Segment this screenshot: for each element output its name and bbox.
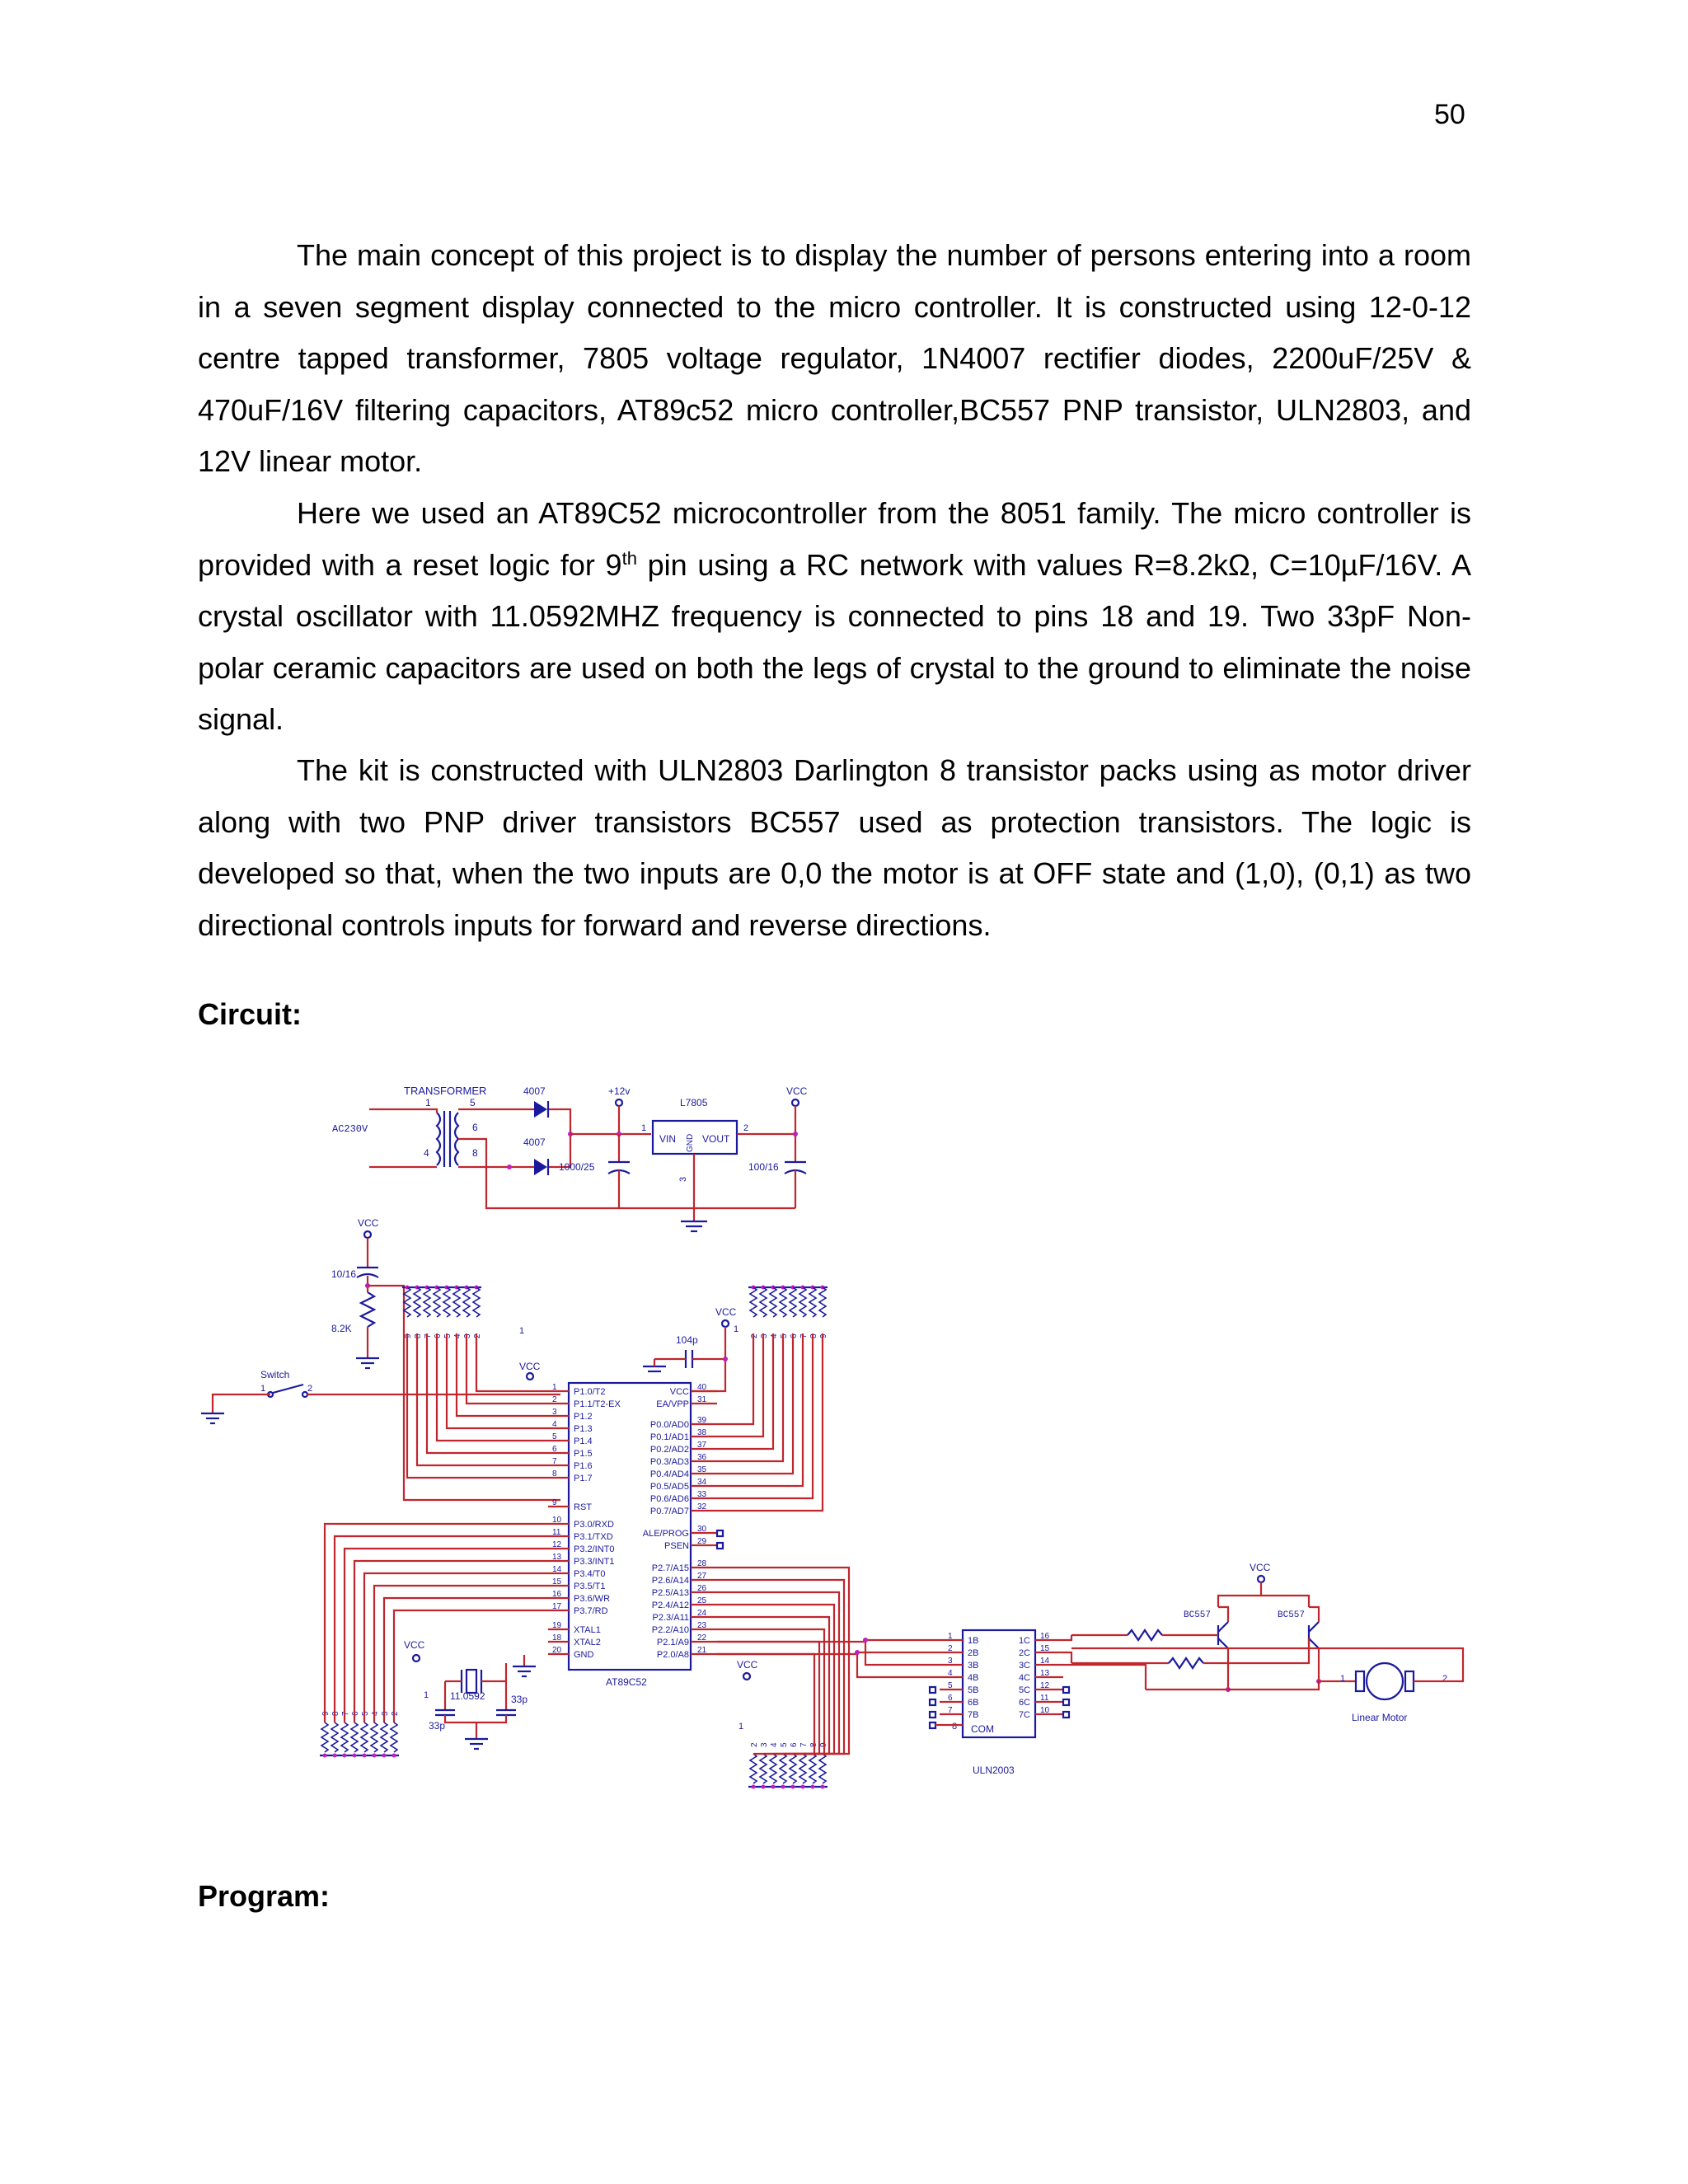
transformer-pin-6: 6 [472,1122,478,1133]
pack-p1-vcc: VCC [519,1361,541,1372]
mcu-pin-num-3: 3 [552,1408,557,1417]
q-vcc-label: VCC [1250,1562,1271,1573]
mcu-pin-label-20: GND [574,1650,594,1660]
resistor-pack-p1-num-9: 9 [404,1333,413,1338]
uln-in-label-4B: 4B [968,1673,979,1683]
uln-out-num-11: 11 [1040,1694,1049,1703]
vin-label: VIN [659,1133,677,1145]
mcu-pin-label-26: P2.5/A13 [651,1588,689,1598]
motor-label: Linear Motor [1352,1712,1408,1723]
mcu-pin-label-30: ALE/PROG [642,1529,689,1539]
uln-in-label-1B: 1B [968,1636,979,1646]
uln-in-label-3B: 3B [968,1661,979,1671]
mcu-pin-label-21: P2.0/A8 [656,1650,689,1660]
resistor-pack-p0-num-5: 5 [780,1333,789,1338]
mcu-pin-num-20: 20 [552,1646,562,1655]
mcu-pin-label-37: P0.2/AD2 [649,1445,689,1455]
mcu-pin-num-21: 21 [697,1646,707,1655]
primary-coil [437,1113,440,1165]
resistor-pack-p3-num-9: 9 [321,1711,331,1716]
mcu-pin-label-6: P1.5 [574,1449,593,1459]
resistor-pack-p2-num-2: 2 [750,1742,759,1747]
resistor-pack-p0-num-3: 3 [760,1333,769,1338]
uln-out-num-16: 16 [1040,1632,1050,1641]
mcu-pin-label-35: P0.4/AD4 [649,1469,689,1479]
mcu-pin-num-23: 23 [697,1621,707,1630]
resistor-pack-p0-num-4: 4 [770,1333,779,1338]
switch-pin-2: 2 [307,1384,313,1394]
mcu-pin-label-28: P2.7/A15 [651,1563,689,1573]
uln-out-num-12: 12 [1040,1681,1050,1690]
uln-in-label-5B: 5B [968,1685,979,1695]
mcu-pin-label-32: P0.7/AD7 [649,1507,689,1516]
uln-in-num-7: 7 [948,1706,953,1715]
resistor-pack-p2-num-9: 9 [819,1742,828,1747]
resistor-pack-p3-num-8: 8 [331,1711,340,1716]
paragraph-2-text-b: pin using a RC network with values R=8.2kΩ, C=10µF/16V. A crystal oscillator with 11.0592MHZ frequency is connected to pins 18 and 19. Two 33pF Non-polar ceramic capacitors are used on both the legs of crystal to the ground to eliminate the noise signal. [198,547,1471,736]
regulator-label: L7805 [680,1097,708,1108]
paragraph-2-text-a: Here we used an AT89C52 microcontroller from the 8051 family. The micro controller is provided with a reset logic for 9 [198,496,1471,582]
pack-p2-vcc: VCC [737,1659,758,1671]
circuit-schematic [0,1071,1688,1813]
resistor-pack-p0-num-2: 2 [750,1333,759,1338]
mcu-pin-label-7: P1.6 [574,1461,593,1471]
resistor-pack-p3-num-6: 6 [351,1711,360,1716]
uln-in-label-7B: 7B [968,1710,979,1720]
mcu-pin-label-34: P0.5/AD5 [649,1482,689,1492]
mcu-pin-label-16: P3.6/WR [574,1594,611,1604]
mcu-pin-num-11: 11 [552,1528,561,1537]
mcu-pin-num-40: 40 [697,1383,707,1392]
transformer-pin-1: 1 [425,1097,431,1108]
power-supply [332,1085,808,1231]
mcu-pin-num-16: 16 [552,1590,562,1599]
resistor-pack-p2-num-5: 5 [780,1742,789,1747]
circuit-heading: Circuit: [198,997,302,1031]
uln-out-label-2C: 2C [1018,1648,1030,1658]
diode-1 [534,1101,547,1118]
vcc-pin-label: 1 [734,1324,739,1334]
mcu-pin-num-6: 6 [552,1445,557,1454]
mcu-pin-label-31: EA/VPP [656,1399,689,1409]
mcu-pin-label-27: P2.6/A14 [651,1576,689,1586]
uln-in-num-6: 6 [948,1694,953,1703]
uln-out-num-14: 14 [1040,1657,1050,1666]
mcu-pin-label-14: P3.4/T0 [574,1569,606,1579]
mcu-pin-label-25: P2.4/A12 [651,1601,689,1610]
mcu-pin-num-2: 2 [552,1395,557,1404]
mcu-pin-num-1: 1 [552,1383,557,1392]
mcu-label: AT89C52 [606,1676,647,1688]
mcu-pin-num-32: 32 [697,1502,707,1511]
mcu-pin-label-33: P0.6/AD6 [649,1494,689,1504]
paragraph-3-text: The kit is constructed with ULN2803 Darlington 8 transistor packs using as motor driver along with two PNP driver transistors BC557 used as protection transistors. The logic is developed so that, when the two inputs are 0,0 the motor is at OFF state and (1,0), (0,1) as two directional controls inputs for forward and reverse directions. [198,753,1471,942]
mcu-pin-label-2: P1.1/T2-EX [574,1399,621,1409]
mcu-pin-num-8: 8 [552,1469,557,1479]
xtal-vcc-label: VCC [404,1639,425,1651]
uln-in-label-2B: 2B [968,1648,979,1658]
uln-out-label-3C: 3C [1018,1661,1030,1671]
uln-out-label-4C: 4C [1018,1673,1030,1683]
cap-1000-label: 1000/25 [559,1161,595,1173]
resistor-pack-p1 [402,1286,482,1339]
transformer-label: TRANSFORMER [404,1085,487,1097]
resistor-pack-p1-num-8: 8 [414,1333,423,1338]
mcu-pin-label-24: P2.3/A11 [652,1613,689,1623]
mcu-pin-num-24: 24 [697,1609,707,1618]
mcu-pin-num-29: 29 [697,1537,707,1546]
mcu-pin-num-26: 26 [697,1584,707,1593]
mcu-pin-label-22: P2.1/A9 [656,1638,689,1647]
pack-p2-common: 1 [738,1722,744,1732]
mcu-pin-num-7: 7 [552,1457,557,1466]
uln-in-num-4: 4 [948,1669,953,1678]
resistor-pack-p2-num-6: 6 [790,1742,799,1747]
mcu-pin-num-14: 14 [552,1565,562,1574]
mcu-pin-num-37: 37 [697,1441,707,1450]
superscript-th: th [621,547,637,569]
mcu-pin-num-38: 38 [697,1428,707,1437]
crystal-label: 11.0592 [450,1690,485,1702]
xtal-common-label: 1 [424,1690,429,1700]
resistor-pack-p3 [320,1711,400,1758]
uln-body [963,1630,1035,1737]
paragraph-2 [198,488,1471,746]
mcu-pin-num-17: 17 [552,1602,562,1611]
uln-out-num-10: 10 [1040,1706,1050,1715]
resistor-pack-p0-num-7: 7 [799,1333,809,1338]
mcu-pin-num-34: 34 [697,1478,707,1487]
resistor-pack-p1-num-2: 2 [473,1333,482,1338]
vout-label: VOUT [702,1133,730,1145]
mcu-pin-num-25: 25 [697,1596,707,1605]
paragraph-1 [198,230,1471,488]
mcu-pin-num-22: 22 [697,1633,707,1643]
mcu-pin-num-36: 36 [697,1453,707,1462]
mcu-pin-label-39: P0.0/AD0 [649,1420,689,1430]
uln-out-num-15: 15 [1040,1644,1050,1653]
resistor-pack-p1-num-6: 6 [434,1333,443,1338]
uln-in-num-3: 3 [948,1657,953,1666]
mcu-pin-num-35: 35 [697,1465,707,1474]
cap-33p-1-label: 33p [429,1720,446,1732]
mcu-pin-num-30: 30 [697,1525,707,1534]
mcu-pin-num-33: 33 [697,1490,707,1499]
mcu [404,1306,738,1749]
paragraph-1-text: The main concept of this project is to display the number of persons entering into a room in a seven segment display connected to the micro controller. It is constructed using 12-0-12 centre tapped transformer, 7805 voltage regulator, 1N4007 rectifier diodes, 2200uF/25V & 470uF/16V filtering capacitors, AT89c52 micro controller,BC557 PNP transistor, ULN2803, and 12V linear motor. [198,238,1471,478]
resistor-pack-p0-num-8: 8 [809,1333,818,1338]
cap-33p-2-label: 33p [511,1694,528,1705]
plus12v-label: +12v [608,1085,631,1097]
resistor-pack-p1-num-3: 3 [463,1333,472,1338]
cap-104p-label: 104p [676,1334,698,1346]
mcu-pin-num-15: 15 [552,1577,562,1586]
uln-in-num-2: 2 [948,1644,953,1653]
reg-pin-3: 3 [678,1176,688,1182]
resistor-pack-p3-num-4: 4 [371,1711,380,1716]
vcc-top-label: VCC [786,1085,808,1097]
motor-body [1367,1663,1403,1699]
mcu-pin-num-12: 12 [552,1540,562,1549]
resistor-pack-p1-num-7: 7 [424,1333,433,1338]
mcu-pin-num-18: 18 [552,1633,562,1643]
mcu-pin-num-31: 31 [697,1395,707,1404]
mcu-pin-label-23: P2.2/A10 [651,1625,689,1635]
reset-resistor [361,1292,374,1327]
page-number: 50 [1434,99,1465,130]
reg-pin-2: 2 [743,1123,749,1133]
mcu-pin-label-9: RST [574,1502,592,1512]
mcu-pin-num-5: 5 [552,1432,557,1441]
mcu-pin-num-39: 39 [697,1416,707,1425]
mcu-pin-num-4: 4 [552,1420,557,1429]
reset-vcc-label: VCC [358,1217,379,1229]
program-heading: Program: [198,1879,331,1913]
resistor-pack-p0-num-6: 6 [790,1333,799,1338]
reg-pin-1: 1 [641,1123,647,1133]
mcu-pin-label-36: P0.3/AD3 [649,1457,689,1467]
uln-com-label: COM [971,1723,994,1735]
q2-label: BC557 [1278,1610,1306,1620]
mcu-pin-label-3: P1.2 [574,1412,593,1422]
resistor-pack-p2-num-3: 3 [760,1742,769,1747]
mcu-pin-label-18: XTAL2 [574,1638,601,1647]
switch-pin-1: 1 [260,1384,266,1394]
mcu-pin-label-19: XTAL1 [574,1625,601,1635]
mcu-pin-num-13: 13 [552,1553,562,1562]
mcu-pin-label-29: PSEN [664,1541,689,1551]
diode-2-label: 4007 [523,1137,546,1148]
resistor-pack-p0-num-9: 9 [819,1333,828,1338]
resistor-pack-p1-num-4: 4 [453,1333,462,1338]
ac230v-label: AC230V [332,1123,368,1135]
uln-out-label-1C: 1C [1018,1636,1030,1646]
resistor-pack-p2 [748,1742,828,1789]
switch-label: Switch [260,1369,290,1380]
resistor-pack-p2-num-4: 4 [770,1742,779,1747]
mcu-pin-label-15: P3.5/T1 [574,1582,606,1591]
mcu-pin-num-27: 27 [697,1572,707,1581]
resistor-pack-p2-num-7: 7 [799,1742,809,1747]
resistor-pack-p3-num-3: 3 [381,1711,390,1716]
mcu-pin-label-13: P3.3/INT1 [574,1557,615,1567]
resistor-pack-p3-num-5: 5 [361,1711,370,1716]
reset-cap-label: 10/16 [331,1268,357,1280]
pack-p1-common: 1 [519,1326,525,1336]
crystal [467,1670,476,1693]
uln-in-num-1: 1 [948,1632,953,1641]
mcu-pin-label-4: P1.3 [574,1424,593,1434]
motor-pin-2: 2 [1442,1674,1448,1684]
transformer-pin-5: 5 [470,1097,476,1108]
reg-gnd-label: GND [686,1133,695,1152]
resistor-pack-p2-num-8: 8 [809,1742,818,1747]
mcu-pin-label-38: P0.1/AD1 [649,1432,689,1442]
mcu-pin-num-10: 10 [552,1516,562,1525]
mcu-pin-label-17: P3.7/RD [574,1606,608,1616]
mcu-vcc-label: VCC [715,1306,737,1318]
uln-in-num-5: 5 [948,1681,953,1690]
resistor-pack-p3-num-2: 2 [391,1711,400,1716]
q1-label: BC557 [1184,1610,1212,1620]
uln-com-num: 8 [952,1722,958,1732]
mcu-pin-label-40: VCC [669,1387,689,1397]
reset-resistor-label: 8.2K [331,1323,352,1334]
mcu-pin-num-9: 9 [552,1498,557,1507]
uln-out-label-6C: 6C [1018,1698,1030,1708]
mcu-pin-label-10: P3.0/RXD [574,1520,614,1530]
paragraph-3 [198,745,1471,951]
mcu-pin-num-28: 28 [697,1559,707,1568]
secondary-coil [455,1113,458,1165]
mcu-pin-num-19: 19 [552,1621,562,1630]
resistor-pack-p1-num-5: 5 [443,1333,452,1338]
uln-out-label-5C: 5C [1018,1685,1030,1695]
resistor-pack-p3-num-7: 7 [341,1711,350,1716]
reset-circuit [201,1217,560,1500]
mcu-pin-label-8: P1.7 [574,1474,593,1483]
diode-1-label: 4007 [523,1085,546,1097]
diode-2 [534,1159,547,1175]
transformer-pin-4: 4 [424,1147,429,1159]
uln-label: ULN2003 [973,1765,1015,1776]
mcu-pin-label-11: P3.1/TXD [574,1532,613,1542]
uln-in-label-6B: 6B [968,1698,979,1708]
uln-out-num-13: 13 [1040,1669,1050,1678]
mcu-pin-label-12: P3.2/INT0 [574,1544,615,1554]
motor-pin-1: 1 [1340,1674,1346,1684]
uln-out-label-7C: 7C [1018,1710,1030,1720]
cap-100-label: 100/16 [748,1161,779,1173]
resistor-pack-p0 [748,1286,828,1339]
mcu-pin-label-5: P1.4 [574,1436,593,1446]
transformer-pin-8: 8 [472,1147,478,1159]
mcu-pin-label-1: P1.0/T2 [574,1387,606,1397]
